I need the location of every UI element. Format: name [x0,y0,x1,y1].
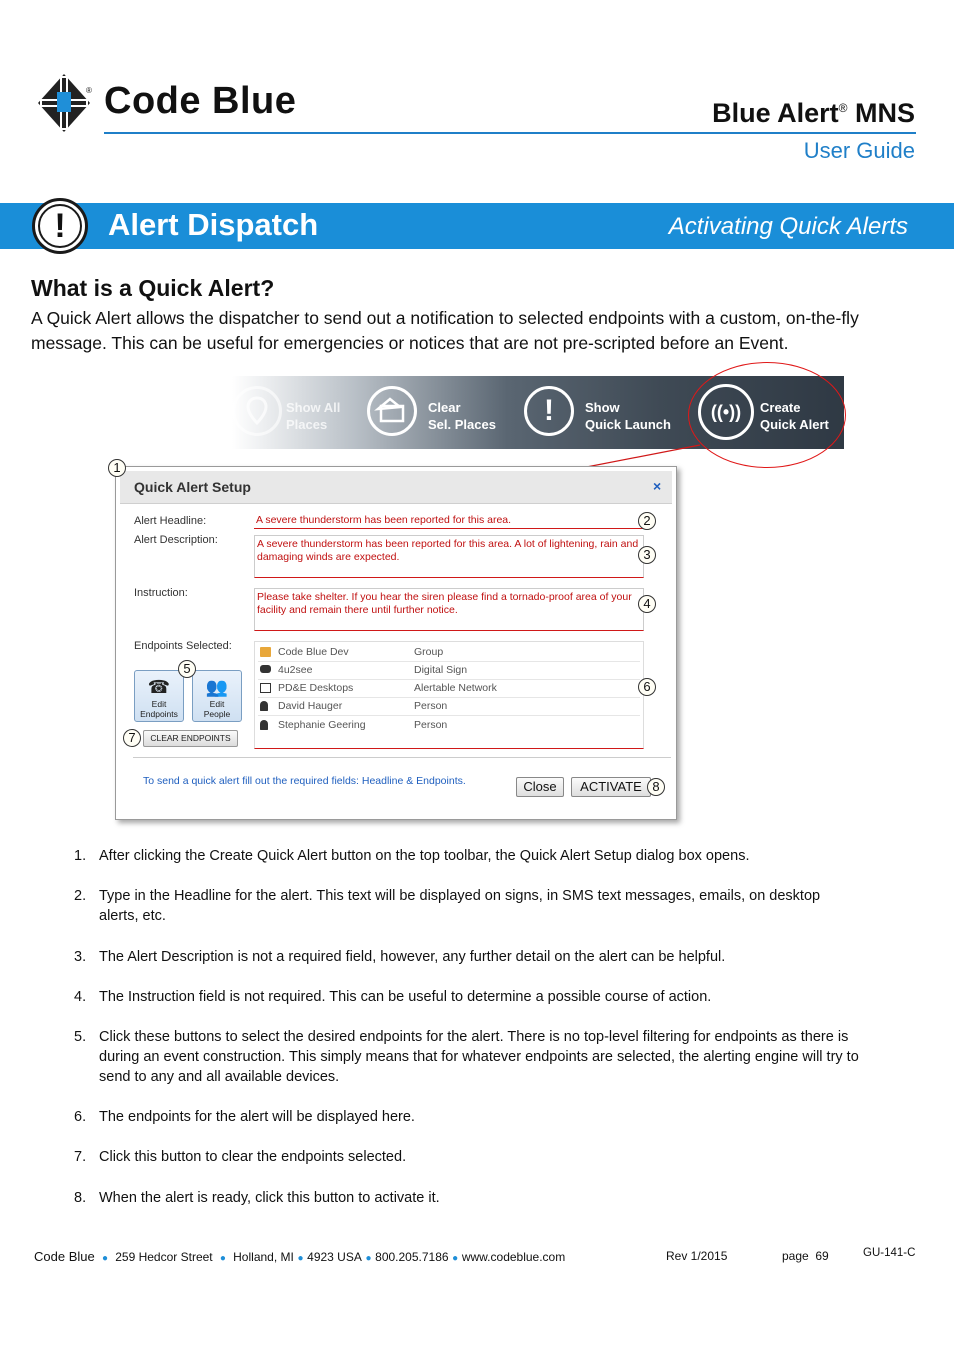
list-item: 2. Type in the Headline for the alert. This text will be displayed on signs, in SMS text messages, emails, on desktop alerts, etc. [74,888,821,924]
banner-title: Alert Dispatch [108,207,319,242]
dialog-title: Quick Alert Setup [134,479,251,495]
table-row[interactable]: David Hauger Person [258,698,640,716]
instruction-field[interactable]: Please take shelter. If you hear the siren please find a tornado-proof area of your facility and remain there until further notice. [254,588,644,631]
activate-button[interactable]: ACTIVATE [571,777,651,797]
intro-paragraph: A Quick Alert allows the dispatcher to send out a notification to selected endpoints with a custom, on-the-fly message. This can be useful for emergencies or notices that are not pre-scripted before an Event. [31,308,859,353]
broadcast-icon: ((•)) [698,384,754,440]
product-title: Blue Alert® MNS [712,98,915,128]
callout-5: 5 [178,660,196,678]
instruction-label: Instruction: [134,587,188,599]
section-heading: What is a Quick Alert? [31,275,275,301]
headline-label: Alert Headline: [134,515,207,527]
callout-1: 1 [108,459,126,477]
list-item: 4. The Instruction field is not required. This can be useful to determine a possible course of action. [74,989,712,1005]
toolbar-show-quick-launch[interactable]: Show Quick Launch [585,400,671,432]
clear-endpoints-button[interactable]: CLEAR ENDPOINTS [143,730,238,747]
brand-name: Code Blue [104,80,297,122]
table-row[interactable]: 4u2see Digital Sign [258,662,640,680]
map-pin-icon [232,386,282,436]
description-label: Alert Description: [134,534,218,546]
list-item: 8. When the alert is ready, click this button to activate it. [74,1190,440,1206]
edit-endpoints-button[interactable]: ☎ Edit Endpoints [134,670,184,722]
header-rule [104,132,916,134]
code-blue-logo-icon [36,72,92,134]
list-item: 7. Click this button to clear the endpoints selected. [74,1149,407,1165]
footer-address: Code Blue ● 259 Hedcor Street ● Holland, MI ● 4923 USA ● 800.205.7186 ● www.codeblue.com [34,1249,566,1264]
table-row[interactable]: PD&E Desktops Alertable Network [258,680,640,698]
footer-doc-code: GU-141-C [863,1247,916,1259]
description-field[interactable]: A severe thunderstorm has been reported for this area. A lot of lightening, rain and damaging winds are expected. [254,535,644,578]
edit-people-button[interactable]: 👥 Edit People [192,670,242,722]
logo-registered-mark: ® [86,86,92,95]
toolbar-show-all-places[interactable]: Show All Places [286,400,341,432]
sign-icon [260,665,271,673]
list-item: 1. After clicking the Create Quick Alert button on the top toolbar, the Quick Alert Setup dialog box opens. [74,848,750,864]
desktop-icon [260,683,271,693]
table-row[interactable]: Code Blue Dev Group [258,644,640,662]
callout-2: 2 [638,512,656,530]
callout-4: 4 [638,595,656,613]
table-row[interactable]: Stephanie Geering Person [258,717,640,734]
endpoints-label: Endpoints Selected: [134,640,232,652]
highlight-ellipse [688,362,846,468]
callout-8: 8 [647,778,665,796]
people-icon: 👥 [205,677,229,697]
headline-field[interactable]: A severe thunderstorm has been reported for this area. [254,514,644,529]
page-number: 69 [815,1249,829,1263]
callout-6: 6 [638,678,656,696]
callout-3: 3 [638,546,656,564]
footer-revision: Rev 1/2015 [666,1249,728,1263]
dialog-divider [133,757,671,758]
person-icon [260,701,268,711]
toolbar-clear-sel-places[interactable]: Clear Sel. Places [428,400,496,432]
exclamation-icon: ! [524,386,574,436]
person-icon [260,720,268,730]
phone-icon: ☎ [147,677,171,697]
clear-places-icon [367,386,417,436]
toolbar-create-quick-alert[interactable]: Create Quick Alert [760,400,829,432]
close-button[interactable]: Close [516,777,564,797]
doc-type: User Guide [803,138,915,163]
close-icon[interactable]: × [653,478,662,494]
folder-icon [260,647,271,657]
dialog-hint: To send a quick alert fill out the required fields: Headline & Endpoints. [143,775,466,787]
footer-page: page 69 [782,1249,829,1263]
callout-7: 7 [123,729,141,747]
banner-subtitle: Activating Quick Alerts [668,213,908,240]
exclamation-icon: ! [38,204,82,248]
list-item: 5. Click these buttons to select the desired endpoints for the alert. There is no top-level filtering for endpoints as there is during an event construction. This simply means that for whatever endpoints are selected, the alerting engine will try to send to any and all available devices. [74,1029,859,1085]
list-item: 6. The endpoints for the alert will be displayed here. [74,1109,415,1125]
list-item: 3. The Alert Description is not a required field, however, any further detail on the alert can be helpful. [74,949,726,965]
